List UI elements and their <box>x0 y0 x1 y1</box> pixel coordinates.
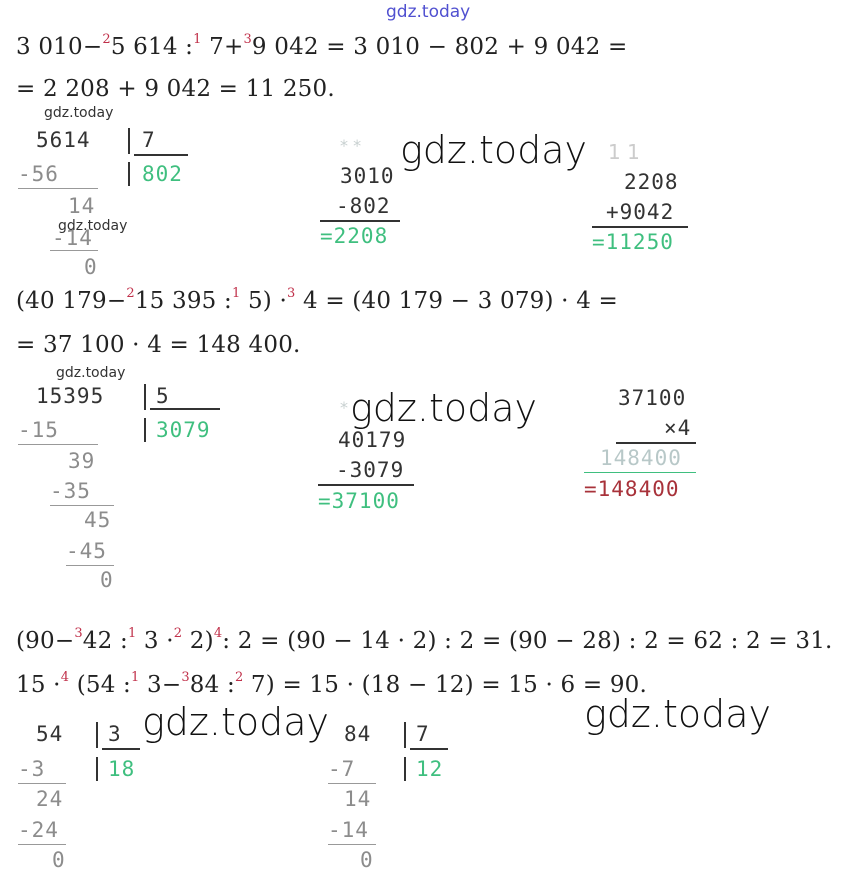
division-remainder: 0 <box>84 255 98 279</box>
divisor-underline <box>150 408 220 410</box>
minuend: 3010 <box>340 164 395 188</box>
divisor: 7 <box>142 128 156 152</box>
dividend: 84 <box>344 722 372 746</box>
dividend: 5614 <box>36 128 91 152</box>
division-bar <box>144 384 146 410</box>
minuend: 40179 <box>338 428 407 452</box>
watermark-small: gdz.today <box>44 105 114 121</box>
quotient: 12 <box>416 757 444 781</box>
division-remainder: 0 <box>360 848 374 872</box>
division-step: -35 <box>50 479 91 503</box>
division-remainder: 0 <box>52 848 66 872</box>
addend: +9042 <box>606 200 675 224</box>
step-line <box>18 783 66 784</box>
division-step: -15 <box>18 418 59 442</box>
division-bar <box>128 128 130 154</box>
ex3-expression: (90−$^3$42 :$^1$ 3 ·$^2$ 2)$^4$: 2 = (90 − 14 · 2) : 2 = (90 − 28) : 2 = 62 : 2 = 31. <box>16 626 833 654</box>
subtrahend: -802 <box>336 194 391 218</box>
dividend: 15395 <box>36 384 105 408</box>
division-step: 24 <box>36 787 64 811</box>
division-step: -24 <box>18 818 59 842</box>
division-step: 14 <box>68 194 96 218</box>
division-step: -56 <box>18 162 59 186</box>
multiplicand: 37100 <box>618 386 687 410</box>
division-step: -45 <box>66 539 107 563</box>
multiplier: ×4 <box>664 416 692 440</box>
step-line <box>50 505 114 506</box>
quotient: 802 <box>142 162 183 186</box>
division-step: -14 <box>328 818 369 842</box>
step-line <box>18 844 66 845</box>
borrow-marks: * * <box>340 136 362 155</box>
step-line <box>18 188 98 189</box>
watermark-small: gdz.today <box>58 218 128 234</box>
divisor-underline <box>134 154 188 156</box>
watermark-small: gdz.today <box>56 365 126 381</box>
partial-product: 148400 <box>600 446 682 470</box>
carry-marks: 1 1 <box>608 140 640 164</box>
result-line <box>584 472 696 473</box>
step-line <box>50 250 98 251</box>
quotient-bar <box>128 162 130 186</box>
step-line <box>328 783 376 784</box>
step-line <box>328 844 376 845</box>
divisor: 5 <box>156 384 170 408</box>
division-step: 45 <box>84 508 112 532</box>
division-step: 14 <box>344 787 372 811</box>
quotient: 18 <box>108 757 136 781</box>
division-bar <box>404 722 406 748</box>
divisor-underline <box>410 748 448 750</box>
step-line <box>66 565 114 566</box>
divisor: 3 <box>108 722 122 746</box>
watermark-large: gdz.today <box>400 128 587 172</box>
quotient: 3079 <box>156 418 211 442</box>
product-line <box>616 442 696 444</box>
division-step: -14 <box>52 226 93 250</box>
division-step: 39 <box>68 449 96 473</box>
division-step: -3 <box>18 757 46 781</box>
quotient-bar <box>96 757 98 781</box>
ex1-expression-line1: 3 010−$^2$5 614 :$^1$ 7+$^3$9 042 = 3 010 − 802 + 9 042 = <box>16 32 628 60</box>
quotient-bar <box>404 757 406 781</box>
quotient-bar <box>144 418 146 442</box>
difference: =2208 <box>320 224 389 248</box>
ex4-expression: 15 ·$^4$ (54 :$^1$ 3−$^3$84 :$^2$ 7) = 15 · (18 − 12) = 15 · 6 = 90. <box>16 670 648 698</box>
sum-line <box>592 226 688 228</box>
product: =148400 <box>584 477 680 501</box>
dividend: 54 <box>36 722 64 746</box>
watermark-top: gdz.today <box>386 2 471 22</box>
subtrahend: -3079 <box>336 458 405 482</box>
ex2-expression-line2: = 37 100 · 4 = 148 400. <box>16 332 301 358</box>
sum: =11250 <box>592 230 674 254</box>
borrow-marks: * <box>340 398 348 417</box>
divisor: 7 <box>416 722 430 746</box>
ex2-expression-line1: (40 179−$^2$15 395 :$^1$ 5) ·$^3$ 4 = (40 179 − 3 079) · 4 = <box>16 286 619 314</box>
sum-line <box>320 220 400 222</box>
watermark-large: gdz.today <box>142 700 329 744</box>
divisor-underline <box>102 748 140 750</box>
step-line <box>18 444 98 445</box>
addend: 2208 <box>624 170 679 194</box>
ex1-expression-line2: = 2 208 + 9 042 = 11 250. <box>16 76 335 102</box>
watermark-large: gdz.today <box>584 692 771 736</box>
division-bar <box>96 722 98 748</box>
watermark-large: gdz.today <box>350 386 537 430</box>
difference: =37100 <box>318 489 400 513</box>
sum-line <box>318 484 414 486</box>
division-remainder: 0 <box>100 568 114 592</box>
division-step: -7 <box>328 757 356 781</box>
